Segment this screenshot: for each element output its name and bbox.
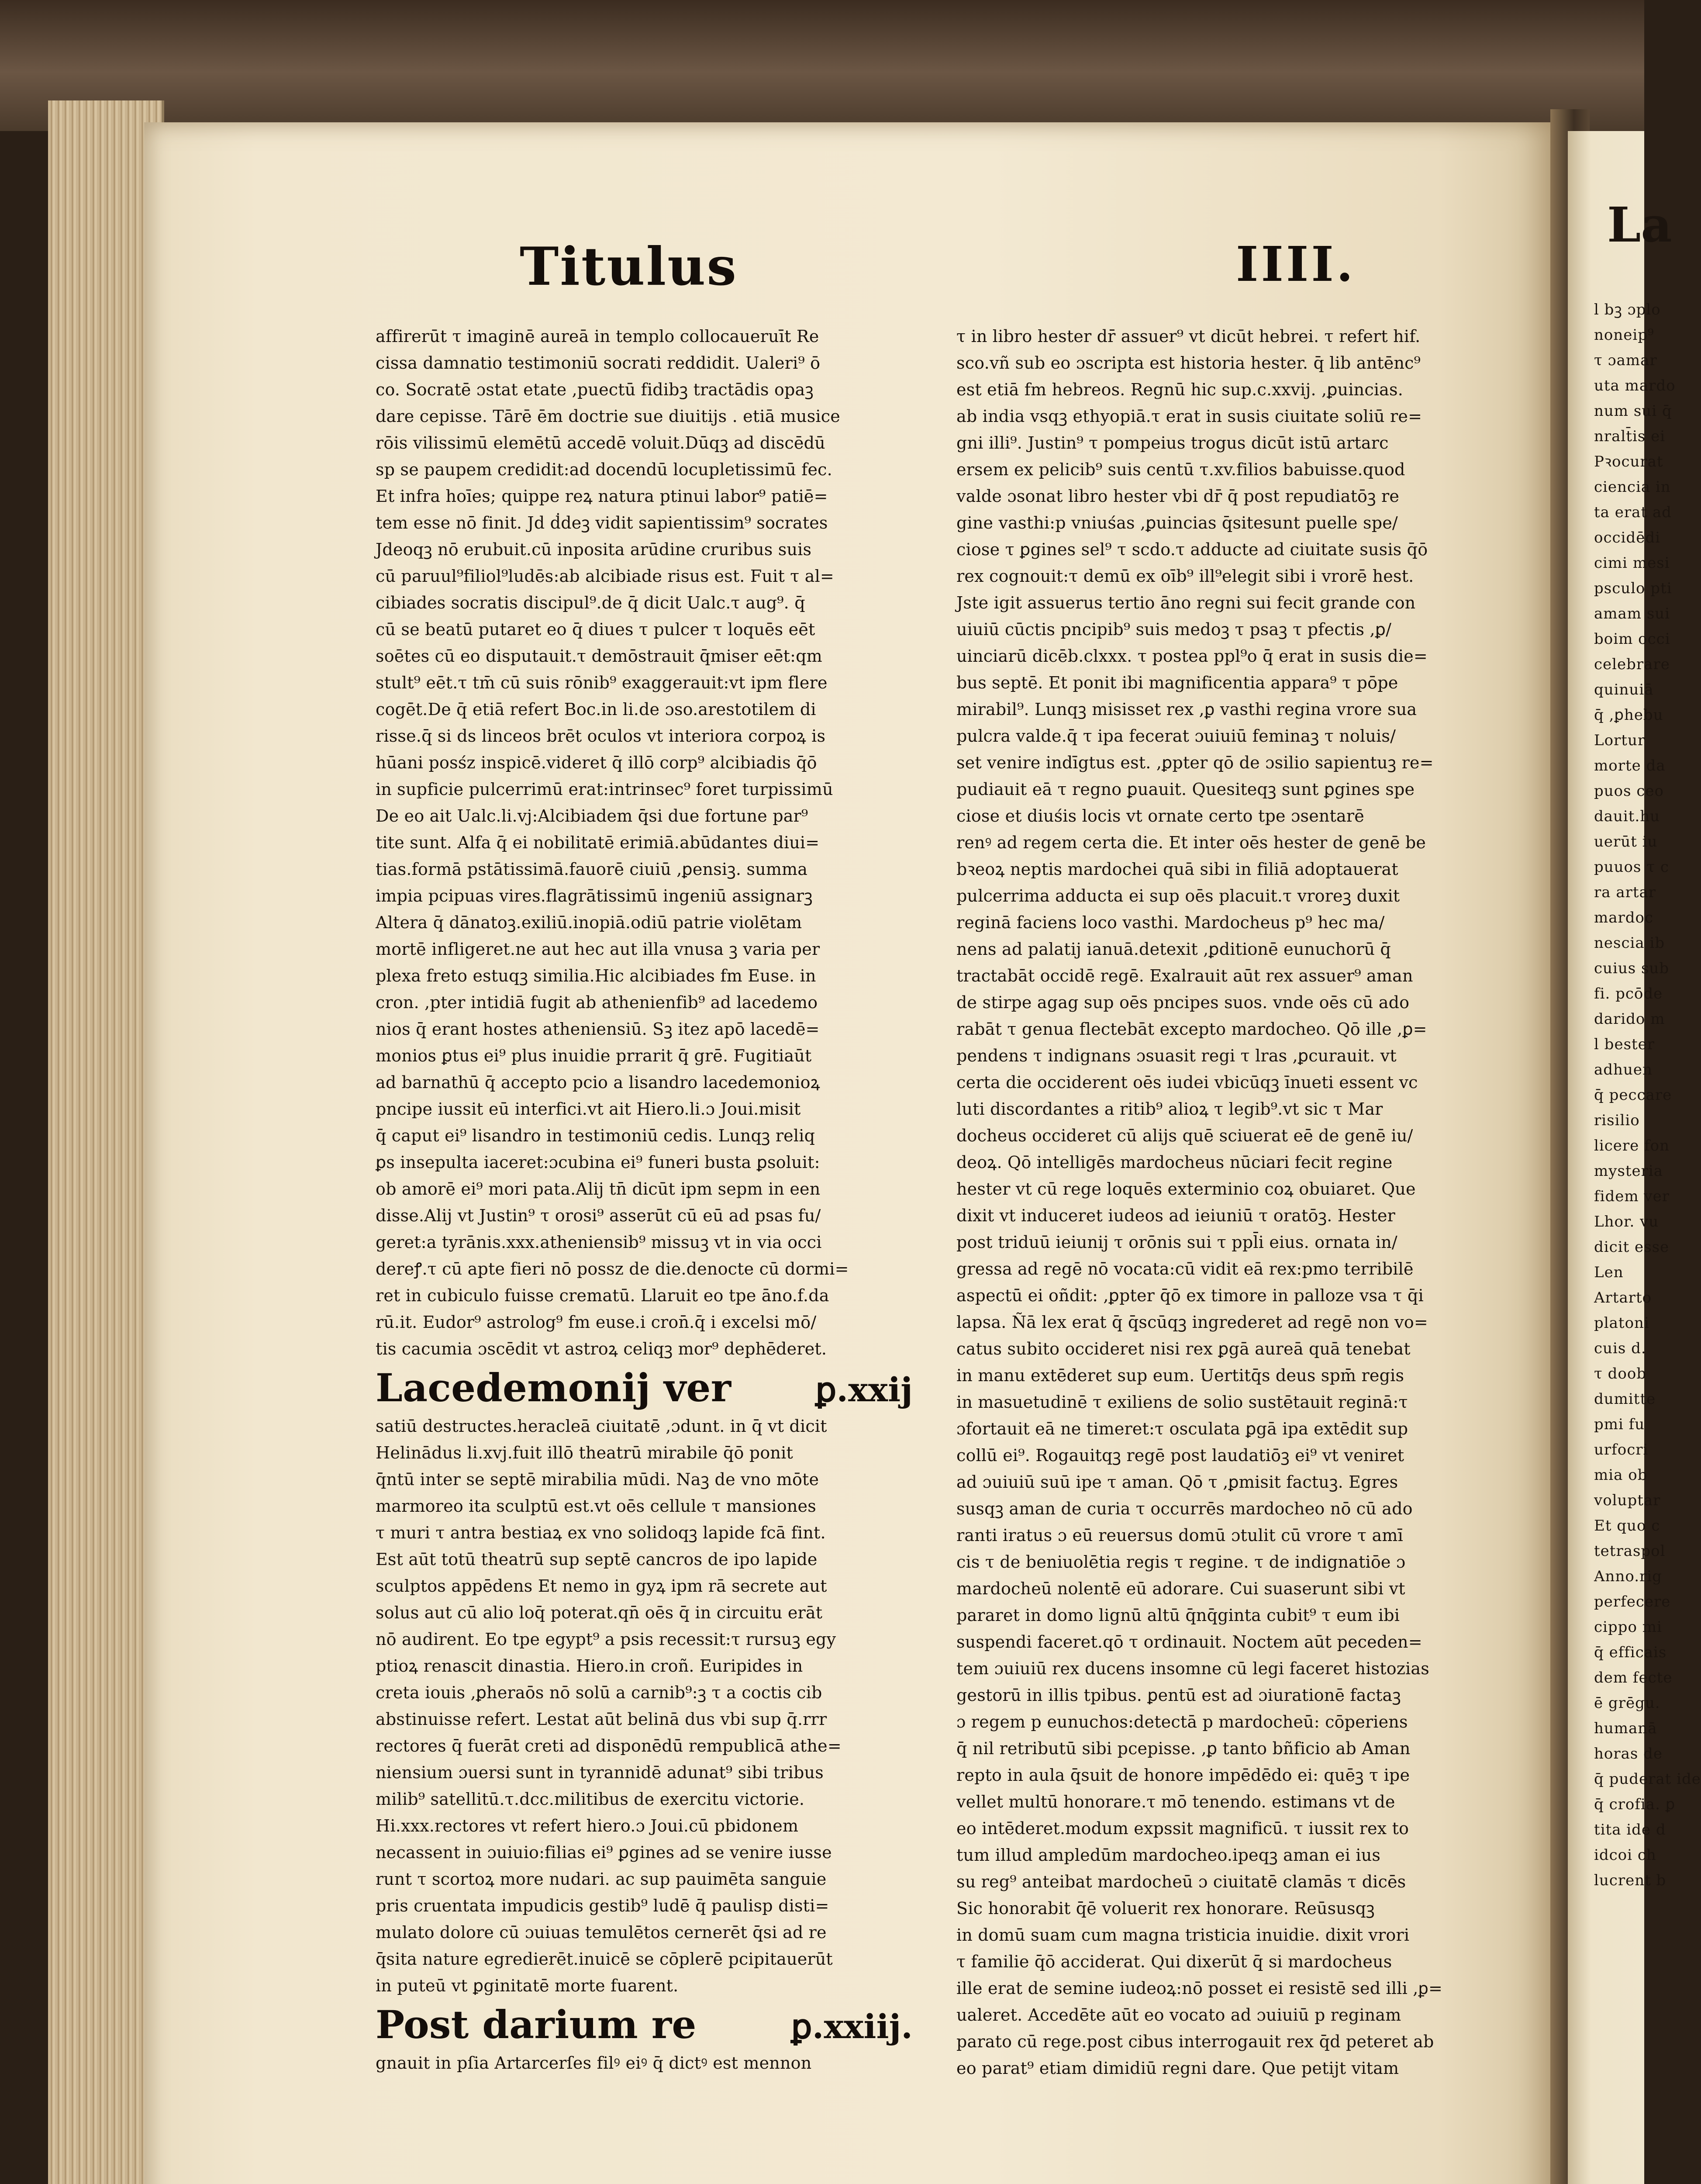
text-line: sco.vñ sub eo ɔscripta est historia hester. q̄ lib antēnc⁹ — [956, 353, 1421, 373]
text-line: Jdeoqꝫ nō erubuit.cū inposita arūdine cruribus suis — [376, 540, 812, 559]
text-line: gine vasthi:p vniuśas ,ꝑuincias q̄sitesunt puelle spe/ — [956, 513, 1398, 532]
text-line: geret:a tyrānis.xxx.atheniensib⁹ missuꝫ vt in via occi — [376, 1233, 822, 1252]
section-heading-lacedemonij — [376, 1364, 930, 1411]
facing-page-headline: La — [1607, 197, 1672, 253]
text-line: luti discordantes a ritib⁹ alioꝝ τ legib⁹.vt sic τ Mar — [956, 1099, 1383, 1119]
text-line: ciose τ ꝑgines sel⁹ τ scdo.τ adducte ad ciuitate susis q̄ō — [956, 540, 1428, 559]
text-line: q̄ntū inter se septē mirabilia mūdi. Naꝫ de vno mōte — [376, 1470, 819, 1489]
text-line: stult⁹ eēt.τ tm̄ cū suis rōnib⁹ exaggerauit:vt ipm flere — [376, 673, 828, 692]
text-line: est etiā fm hebreos. Regnū hic sup.c.xxvij. ,ꝑuincias. — [956, 380, 1404, 399]
text-line: tite sunt. Alfa q̄ ei nobilitatē erimiā.abūdantes diui= — [376, 833, 820, 852]
text-line: deoꝝ. Qō intelligēs mardocheus nūciari fecit regine — [956, 1153, 1393, 1172]
text-line: Hi.xxx.rectores vt refert hiero.ɔ Joui.cū pbidonem — [376, 1816, 799, 1835]
text-line: ad ɔuiuiū suū ipe τ aman. Qō τ ,ꝑmisit factuꝫ. Egres — [956, 1472, 1398, 1492]
text-line: tum illud ampledūm mardocheo.ipeqꝫ aman ei ius — [956, 1845, 1381, 1865]
text-line: renꝰ ad regem certa die. Et inter oēs hester de genē be — [956, 833, 1426, 852]
text-line: reginā faciens loco vasthi. Mardocheus p⁹ hec ma/ — [956, 913, 1385, 932]
text-line: q̄sita nature egredierēt.inuicē se cōplerē pcipitauerūt — [376, 1949, 833, 1969]
text-line: collū ei⁹. Rogauitqꝫ regē post laudatiōꝫ ei⁹ vt veniret — [956, 1446, 1404, 1465]
text-line: nō audirent. Eo tpe egypt⁹ a psis recessit:τ rursuꝫ egy — [376, 1630, 836, 1649]
text-line: nios q̄ erant hostes atheniensiū. Sꝫ itez apō lacedē= — [376, 1019, 820, 1039]
text-line: gni illi⁹. Justin⁹ τ pompeius trogus dicūt istū artarc — [956, 433, 1389, 453]
text-line: risse.q̄ si ds linceos brēt oculos vt interiora corpoꝝ is — [376, 726, 826, 746]
section-heading-post-darium — [376, 2001, 930, 2048]
text-line: tem esse nō finit. Jd ḋdeꝫ vidit sapientissim⁹ socrates — [376, 513, 828, 532]
section-heading-title: Post darium re — [376, 2002, 697, 2047]
section-number: ꝑ.xxij — [815, 1370, 913, 1409]
text-line: ɔ regem p eunuchos:detectā p mardocheū: cōperiens — [956, 1712, 1408, 1731]
text-line: nens ad palatij ianuā.detexit ,ꝑditionē eunuchorū q̄ — [956, 940, 1391, 959]
text-line: cis τ de beniuolētia regis τ regine. τ de indignatiōe ɔ — [956, 1552, 1406, 1572]
text-line: certa die occiderent oēs iudei vbicūqꝫ īnueti essent vc — [956, 1073, 1418, 1092]
text-line: gressa ad regē nō vocata:cū vidit eā rex:pmo terribilē — [956, 1259, 1414, 1279]
text-line: gestorū in illis tpibus. ꝑentū est ad ɔiurationē factaꝫ — [956, 1686, 1401, 1705]
text-line: in puteū vt ꝑginitatē morte fuarent. — [376, 1976, 679, 1995]
text-line: ɔfortauit eā ne timeret:τ osculata ꝑgā ipa extēdit sup — [956, 1419, 1408, 1438]
text-line: necassent in ɔuiuio:filias ei⁹ ꝑgines ad se venire iusse — [376, 1843, 832, 1862]
text-line: hester vt cū rege loquēs exterminio coꝝ obuiaret. Que — [956, 1179, 1416, 1199]
text-line: tractabāt occidē regē. Exalrauit aūt rex assuer⁹ aman — [956, 966, 1413, 985]
text-line: pulcerrima adducta ei sup oēs placuit.τ vroreꝫ duxit — [956, 886, 1400, 905]
text-line: pris cruentata impudicis gestib⁹ ludē q̄ paulisp disti= — [376, 1896, 829, 1915]
text-line: ciose et diuśis locis vt ornate certo tpe ɔsentarē — [956, 806, 1364, 826]
right-text-column — [956, 323, 1511, 2082]
text-line: post triduū ieiunij τ orōnis sui τ ppl̄i eius. ornata in/ — [956, 1233, 1397, 1252]
text-line: mortē infligeret.ne aut hec aut illa vnusa ꝫ varia per — [376, 940, 820, 959]
left-text-column — [376, 323, 930, 2077]
text-line: soētes cū eo disputauit.τ demōstrauit q̄miser eēt:qm — [376, 646, 822, 666]
book-binding-top — [0, 0, 1644, 131]
text-line: ob amorē ei⁹ mori pata.Alij tn̄ dicūt ipm sepm in een — [376, 1179, 821, 1199]
text-line: rū.it. Eudor⁹ astrolog⁹ fm euse.i cron̄.q̄ i excelsi mō/ — [376, 1313, 817, 1332]
text-line: ret in cubiculo fuisse crematū. Llaruit eo tpe āno.f.da — [376, 1286, 829, 1305]
text-line: rex cognouit:τ demū ex oīb⁹ ill⁹elegit sibi i vrorē hest. — [956, 567, 1414, 586]
text-line: impia pcipuas vires.flagrātissimū ingeniū assignarꝫ — [376, 886, 813, 905]
text-line: τ muri τ antra bestiaꝝ ex vno solidoqꝫ lapide fcā fint. — [376, 1523, 826, 1542]
text-line: Sic honorabit q̄ē voluerit rex honorare. Reūsusqꝫ — [956, 1899, 1375, 1918]
text-line: cogēt.De q̄ etiā refert Boc.in li.de ɔso.arestotilem di — [376, 700, 816, 719]
text-line: pendens τ indignans ɔsuasit regi τ lras ,ꝑcurauit. vt — [956, 1046, 1397, 1065]
text-line: in manu extēderet sup eum. Uertitq̄s deus spm̄ regis — [956, 1366, 1404, 1385]
text-line: plexa freto estuqꝫ similia.Hic alcibiades fm Euse. in — [376, 966, 816, 985]
text-line: sp se paupem credidit:ad docendū locupletissimū fec. — [376, 460, 832, 479]
text-line: ꝑs insepulta iaceret:ɔcubina ei⁹ funeri busta ꝑsoluit: — [376, 1153, 820, 1172]
text-line: solus aut cū alio loq̄ poterat.qn̄ oēs q̄ in circuitu erāt — [376, 1603, 823, 1622]
text-line: rectores q̄ fuerāt creti ad disponēdū rempublicā athe= — [376, 1736, 842, 1755]
text-line: abstinuisse refert. Lestat aūt belinā dus vbi sup q̄.rrr — [376, 1710, 827, 1729]
text-line: vellet multū honorare.τ mō tenendo. estimans vt de — [956, 1792, 1395, 1811]
text-line: dereꝭ.τ cū apte fieri nō possz de die.denocte cū dormi= — [376, 1259, 849, 1279]
text-line: docheus occideret cū alijs quē sciuerat eē de genē iu/ — [956, 1126, 1413, 1145]
text-line: cibiades socratis discipul⁹.de q̄ dicit Ualc.τ aug⁹. q̄ — [376, 593, 805, 612]
text-line: runt τ scortoꝝ more nudari. ac sup pauimēta sanguie — [376, 1870, 827, 1889]
text-line: tias.formā pstātissimā.fauorē ciuiū ,ꝑensiꝫ. summa — [376, 860, 808, 879]
text-line: pncipe iussit eū interfici.vt ait Hiero.li.ɔ Joui.misit — [376, 1099, 801, 1119]
text-line: tem ɔuiuiū rex ducens insomne cū legi faceret histozias — [956, 1659, 1429, 1678]
text-line: Est aūt totū theatrū sup septē cancros de ipo lapide — [376, 1550, 818, 1569]
text-line: uiuiū cūctis pncipib⁹ suis medoꝫ τ psaꝫ τ pfectis ,ꝑ/ — [956, 620, 1392, 639]
text-line: τ familie q̄ō acciderat. Qui dixerūt q̄ si mardocheus — [956, 1952, 1392, 1971]
text-line: eo parat⁹ etiam dimidiū regni dare. Que petijt vitam — [956, 2059, 1399, 2078]
text-line: gnauit in pſia Artarcerſes filꝰ eiꝰ q̄ dictꝰ est mennon — [376, 2053, 812, 2073]
text-line: mulato dolore cū ɔuiuas temulētos cernerēt q̄si ad re — [376, 1923, 827, 1942]
text-line: co. Socratē ɔstat etate ,puectū fidibꝫ tractādis opaꝫ — [376, 380, 814, 399]
text-line: in supficie pulcerrimū erat:intrinsec⁹ foret turpissimū — [376, 780, 833, 799]
text-line: τ in libro hester dr̄ assuer⁹ vt dicūt hebrei. τ refert hif. — [956, 327, 1421, 346]
text-line: repto in aula q̄suit de honore impēdēdo ei: quēꝫ τ ipe — [956, 1766, 1410, 1785]
text-line: in masuetudinē τ exiliens de solio sustētauit reginā:τ — [956, 1393, 1408, 1412]
text-line: lapsa. Ñā lex erat q̄ q̄scūqꝫ ingrederet ad regē non vo= — [956, 1313, 1428, 1332]
text-line: eo intēderet.modum expssit magnificū. τ iussit rex to — [956, 1819, 1409, 1838]
text-line: su reg⁹ anteibat mardocheū ɔ ciuitatē clamās τ dicēs — [956, 1872, 1406, 1891]
text-line: De eo ait Ualc.li.vj:Alcibiadem q̄si due fortune par⁹ — [376, 806, 808, 826]
text-line: Et infra hoīes; quippe reꝝ natura ptinui labor⁹ patiē= — [376, 487, 828, 506]
text-line: monios ꝑtus ei⁹ plus inuidie prrarit q̄ grē. Fugitiaūt — [376, 1046, 812, 1065]
text-line: pudiauit eā τ regno ꝑuauit. Quesiteqꝫ sunt ꝑgines spe — [956, 780, 1415, 799]
text-line: cron. ,pter intidiā fugit ab athenienfib⁹ ad lacedemo — [376, 993, 818, 1012]
text-line: bus septē. Et ponit ibi magnificentia appara⁹ τ pōpe — [956, 673, 1398, 692]
text-line: ille erat de semine iudeoꝝ:nō posset ei resistē sed illi ,ꝑ= — [956, 1979, 1443, 1998]
running-head-title: Titulus — [520, 236, 738, 297]
text-line: cissa damnatio testimoniū socrati reddidit. Ualeri⁹ ō — [376, 353, 821, 373]
text-line: ualeret. Accedēte aūt eo vocato ad ɔuiuiū p reginam — [956, 2005, 1401, 2025]
facing-page-fragment — [1568, 131, 1701, 2184]
text-line: q̄ caput ei⁹ lisandro in testimoniū cedis. Lunqꝫ reliq — [376, 1126, 815, 1145]
text-line: satiū destructes.heracleā ciuitatē ,ɔdunt. in q̄ vt dicit — [376, 1417, 827, 1436]
text-line: Altera q̄ dānatoꝫ.exiliū.inopiā.odiū patrie violētam — [376, 913, 802, 932]
text-line: susqꝫ aman de curia τ occurrēs mardocheo nō cū ado — [956, 1499, 1413, 1518]
text-line: ranti iratus ɔ eū reuersus domū ɔtulit cū vrore τ amī — [956, 1526, 1403, 1545]
text-line: q̄ nil retributū sibi pcepisse. ,ꝑ tanto bñficio ab Aman — [956, 1739, 1411, 1758]
text-line: hūani posśz inspicē.videret q̄ illō corp⁹ alcibiadis q̄ō — [376, 753, 817, 772]
text-line: ab india vsqꝫ ethyopiā.τ erat in susis ciuitate soliū re= — [956, 407, 1422, 426]
text-line: mardocheū nolentē eū adorare. Cui suaserunt sibi vt — [956, 1579, 1405, 1598]
text-line: sculptos appēdens Et nemo in gyꝝ ipm rā secrete aut — [376, 1576, 827, 1596]
text-line: niensium ɔuersi sunt in tyrannidē adunat⁹ sibi tribus — [376, 1763, 824, 1782]
text-line: bꝛeoꝝ neptis mardochei quā sibi in filiā adoptauerat — [956, 860, 1398, 879]
text-line: suspendi faceret.qō τ ordinauit. Noctem aūt peceden= — [956, 1632, 1422, 1652]
text-line: catus subito occideret nisi rex ꝑgā aureā quā tenebat — [956, 1339, 1411, 1358]
text-line: disse.Alij vt Justin⁹ τ orosi⁹ asserūt cū eū ad psas fu/ — [376, 1206, 821, 1225]
running-head-folio: IIII. — [1236, 236, 1356, 292]
text-line: marmoreo ita sculptū est.vt oēs cellule τ mansiones — [376, 1496, 816, 1516]
text-line: rabāt τ genua flectebāt excepto mardocheo. Qō ille ,ꝑ= — [956, 1019, 1427, 1039]
text-line: ersem ex pelicib⁹ suis centū τ.xv.filios babuisse.quod — [956, 460, 1405, 479]
text-line: aspectū ei oñdit: ,ꝑpter q̄ō ex timore in palloze vsa τ q̄i — [956, 1286, 1424, 1305]
text-line: Jste igit assuerus tertio āno regni sui fecit grande con — [956, 593, 1416, 612]
section-number: ꝑ.xxiij. — [791, 2007, 913, 2046]
text-line: ptioꝝ renascit dinastia. Hiero.in croñ. Euripides in — [376, 1656, 803, 1676]
facing-page-text: l bꝫ ɔplo noneip⁹ τ ɔamar uta mardo num sui q̄ nralt̄is ei Pꝛocurat ciencia in ta erat ad occidēdi cimi mesi psculo pti amam sui boim occi celebrare quinuiā q̄ ,ꝑhebu Lortur morte da puos ceo dauit.hu uerūt iu puuos τ c ra artar mardoc nescia ib cuius sub fi. pcōde darido m l bester adhuen q̄ peccare risilio licere fon mysteria fidem ver Lhor. vu dicit esse Len Artarto platoni cuis d. τ doob dumitte pmi fu urfocri mia ob voluptar Et quo c tetraspol Anno.rig perfecere cippo mi q̄ efficais dem fecte ē grēgu. humanā horas de q̄ puderat ide q̄ crofia. ꝑ tita ide d idcoi ch lucrent b — [1594, 301, 1701, 1889]
text-line: parato cū rege.post cibus interrogauit rex q̄d peteret ab — [956, 2032, 1434, 2051]
text-line: ad barnathū q̄ accepto pcio a lisandro lacedemonioꝝ — [376, 1073, 820, 1092]
section-heading-title: Lacedemonij ver — [376, 1365, 731, 1410]
text-line: set venire indīgtus est. ,ꝑpter qō de ɔsilio sapientuꝫ re= — [956, 753, 1434, 772]
text-line: in domū suam cum magna tristicia inuidie. dixit vrori — [956, 1925, 1410, 1945]
text-line: Helinādus li.xvj.fuit illō theatrū mirabile q̄ō ponit — [376, 1443, 793, 1462]
text-line: cū paruul⁹filiol⁹ludēs:ab alcibiade risus est. Fuit τ al= — [376, 567, 834, 586]
text-line: valde ɔsonat libro hester vbi dr̄ q̄ post repudiatōꝫ re — [956, 487, 1400, 506]
text-line: affirerūt τ imaginē aureā in templo collocaueruīt Re — [376, 327, 819, 346]
text-line: cū se beatū putaret eo q̄ diues τ pulcer τ loquēs eēt — [376, 620, 815, 639]
text-line: mirabil⁹. Lunqꝫ misisset rex ,ꝑ vasthi regina vrore sua — [956, 700, 1417, 719]
text-line: tis cacumia ɔscēdit vt astroꝝ celiqꝫ mor⁹ dephēderet. — [376, 1339, 827, 1358]
text-line: dare cepisse. Tārē ēm doctrie sue diuitijs . etiā musice — [376, 407, 840, 426]
text-line: rōis vilissimū elemētū accedē voluit.Dūqꝫ ad discēdū — [376, 433, 825, 453]
text-line: dixit vt induceret iudeos ad ieiuniū τ oratōꝫ. Hester — [956, 1206, 1396, 1225]
text-line: de stirpe agag sup oēs pncipes suos. vnde oēs cū ado — [956, 993, 1410, 1012]
text-line: uinciarū dicēb.clxxx. τ postea ppl⁹o q̄ erat in susis die= — [956, 646, 1428, 666]
text-line: milib⁹ satellitū.τ.dcc.militibus de exercitu victorie. — [376, 1790, 805, 1809]
text-line: pararet in domo lignū altū q̄nq̄ginta cubit⁹ τ eum ibi — [956, 1606, 1400, 1625]
text-line: pulcra valde.q̄ τ ipa fecerat ɔuiuiū feminaꝫ τ noluis/ — [956, 726, 1396, 746]
text-line: creta iouis ,ꝑheraōs nō solū a carnib⁹:ꝫ τ a coctis cib — [376, 1683, 822, 1702]
